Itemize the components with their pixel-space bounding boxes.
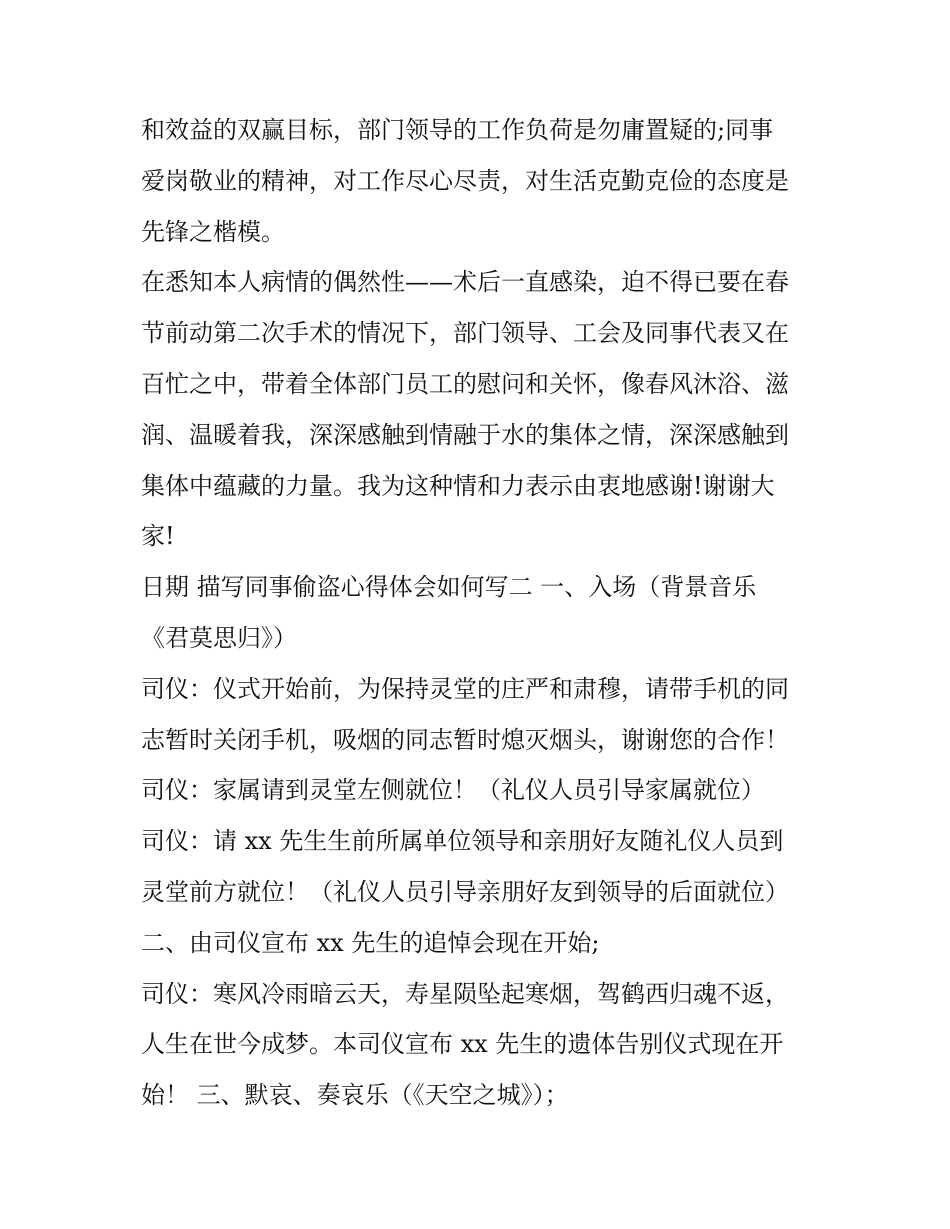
text-line: 司仪：寒风冷雨暗云天，寿星陨坠起寒烟，驾鹤西归魂不返， xyxy=(141,979,789,1008)
text-line: 二、由司仪宣布 xx 先生的追悼会现在开始; xyxy=(141,928,600,957)
text-line: 集体中蕴藏的力量。我为这种情和力表示由衷地感谢!谢谢大 xyxy=(141,471,775,500)
text-line: 节前动第二次手术的情况下，部门领导、工会及同事代表又在 xyxy=(141,319,789,348)
text-line: 志暂时关闭手机，吸烟的同志暂时熄灭烟头，谢谢您的合作！ xyxy=(141,725,789,754)
text-line: 司仪：请 xx 先生生前所属单位领导和亲朋好友随礼仪人员到 xyxy=(141,827,784,856)
text-line: 和效益的双赢目标，部门领导的工作负荷是勿庸置疑的;同事 xyxy=(141,116,774,144)
text-line: 司仪：仪式开始前，为保持灵堂的庄严和肃穆，请带手机的同 xyxy=(141,674,789,703)
text-line: 日期 描写同事偷盗心得体会如何写二 一、入场（背景音乐 xyxy=(141,573,757,602)
text-line: 百忙之中，带着全体部门员工的慰问和关怀，像春风沐浴、滋 xyxy=(141,369,789,398)
text-line: 《君莫思归》） xyxy=(141,623,297,652)
text-line: 灵堂前方就位！（礼仪人员引导亲朋好友到领导的后面就位） xyxy=(141,877,789,906)
text-line: 人生在世今成梦。本司仪宣布 xx 先生的遗体告别仪式现在开 xyxy=(141,1030,784,1059)
text-line: 始！ 三、默哀、奏哀乐（《天空之城》）； xyxy=(141,1081,569,1110)
text-line: 司仪：家属请到灵堂左侧就位！（礼仪人员引导家属就位） xyxy=(141,776,765,805)
text-line: 在悉知本人病情的偶然性——术后一直感染，迫不得已要在春 xyxy=(141,268,789,297)
document-body xyxy=(141,105,821,1121)
text-line: 爱岗敬业的精神，对工作尽心尽责，对生活克勤克俭的态度是 xyxy=(141,166,789,195)
text-line: 润、温暖着我，深深感触到情融于水的集体之情，深深感触到 xyxy=(141,420,789,449)
text-line: 家! xyxy=(141,522,175,551)
text-line: 先锋之楷模。 xyxy=(141,217,285,246)
